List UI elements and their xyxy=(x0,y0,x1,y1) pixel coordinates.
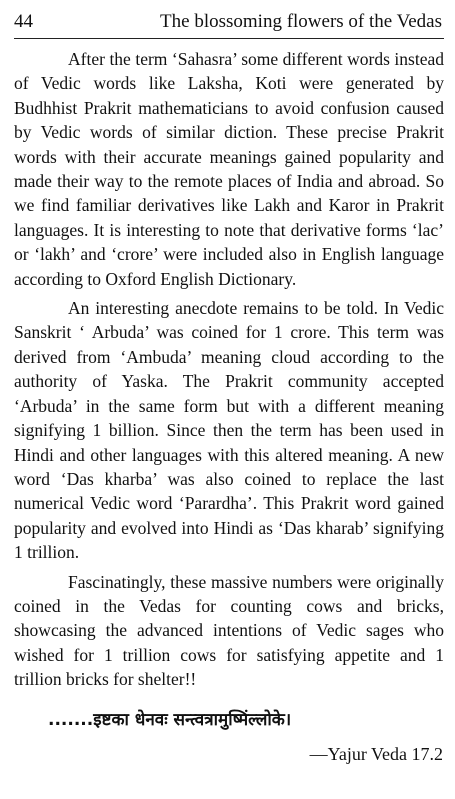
paragraph: An interesting anecdote remains to be told. In Vedic Sanskrit ‘ Arbuda’ was coined for 1 crore. This term was derived from ‘Ambuda’ meaning cloud according to the authority of Yaska. The Prakrit community accepted ‘Arbuda’ in the same form but with a different meaning signifying 1 billion. Since then the term has been used in Hindi and other languages with this altered meaning. A new word ‘Das kharba’ was also coined to replace the last numerical Vedic word ‘Parardha’. This Prakrit word gained popularity and evolved into Hindi as ‘Das kharab’ signifying 1 trillion. xyxy=(14,298,444,563)
paragraph: Fascinatingly, these massive numbers were originally coined in the Vedas for counting cows and bricks, showcasing the advanced intentions of Vedic sages who wished for 1 trillion cows for satisfying appetite and 1 trillion bricks for shelter!! xyxy=(14,571,444,690)
paragraph: After the term ‘Sahasra’ some different words instead of Vedic words like Laksha, Koti were generated by Budhhist Prakrit mathematicians to avoid confusion caused by Vedic words of similar diction. These precise Prakrit words with their accurate meanings gained popularity and made their way to the remote places of India and abroad. So we find familiar derivatives like Lakh and Karor in Prakrit languages. It is interesting to note that derivative forms ‘lac’ or ‘lakh’ and ‘crore’ were included also in English language according to Oxford English Dictionary. xyxy=(14,49,444,289)
sanskrit-verse: .......इष्टका धेनवः सन्त्वत्रामुष्मिंल्लोके। xyxy=(48,710,292,730)
page-header xyxy=(14,10,442,36)
page-number: 44 xyxy=(14,11,33,32)
verse-citation: —Yajur Veda 17.2 xyxy=(309,744,443,764)
header-rule xyxy=(14,38,444,39)
running-head: The blossoming flowers of the Vedas xyxy=(160,11,442,32)
body-text xyxy=(14,47,444,697)
